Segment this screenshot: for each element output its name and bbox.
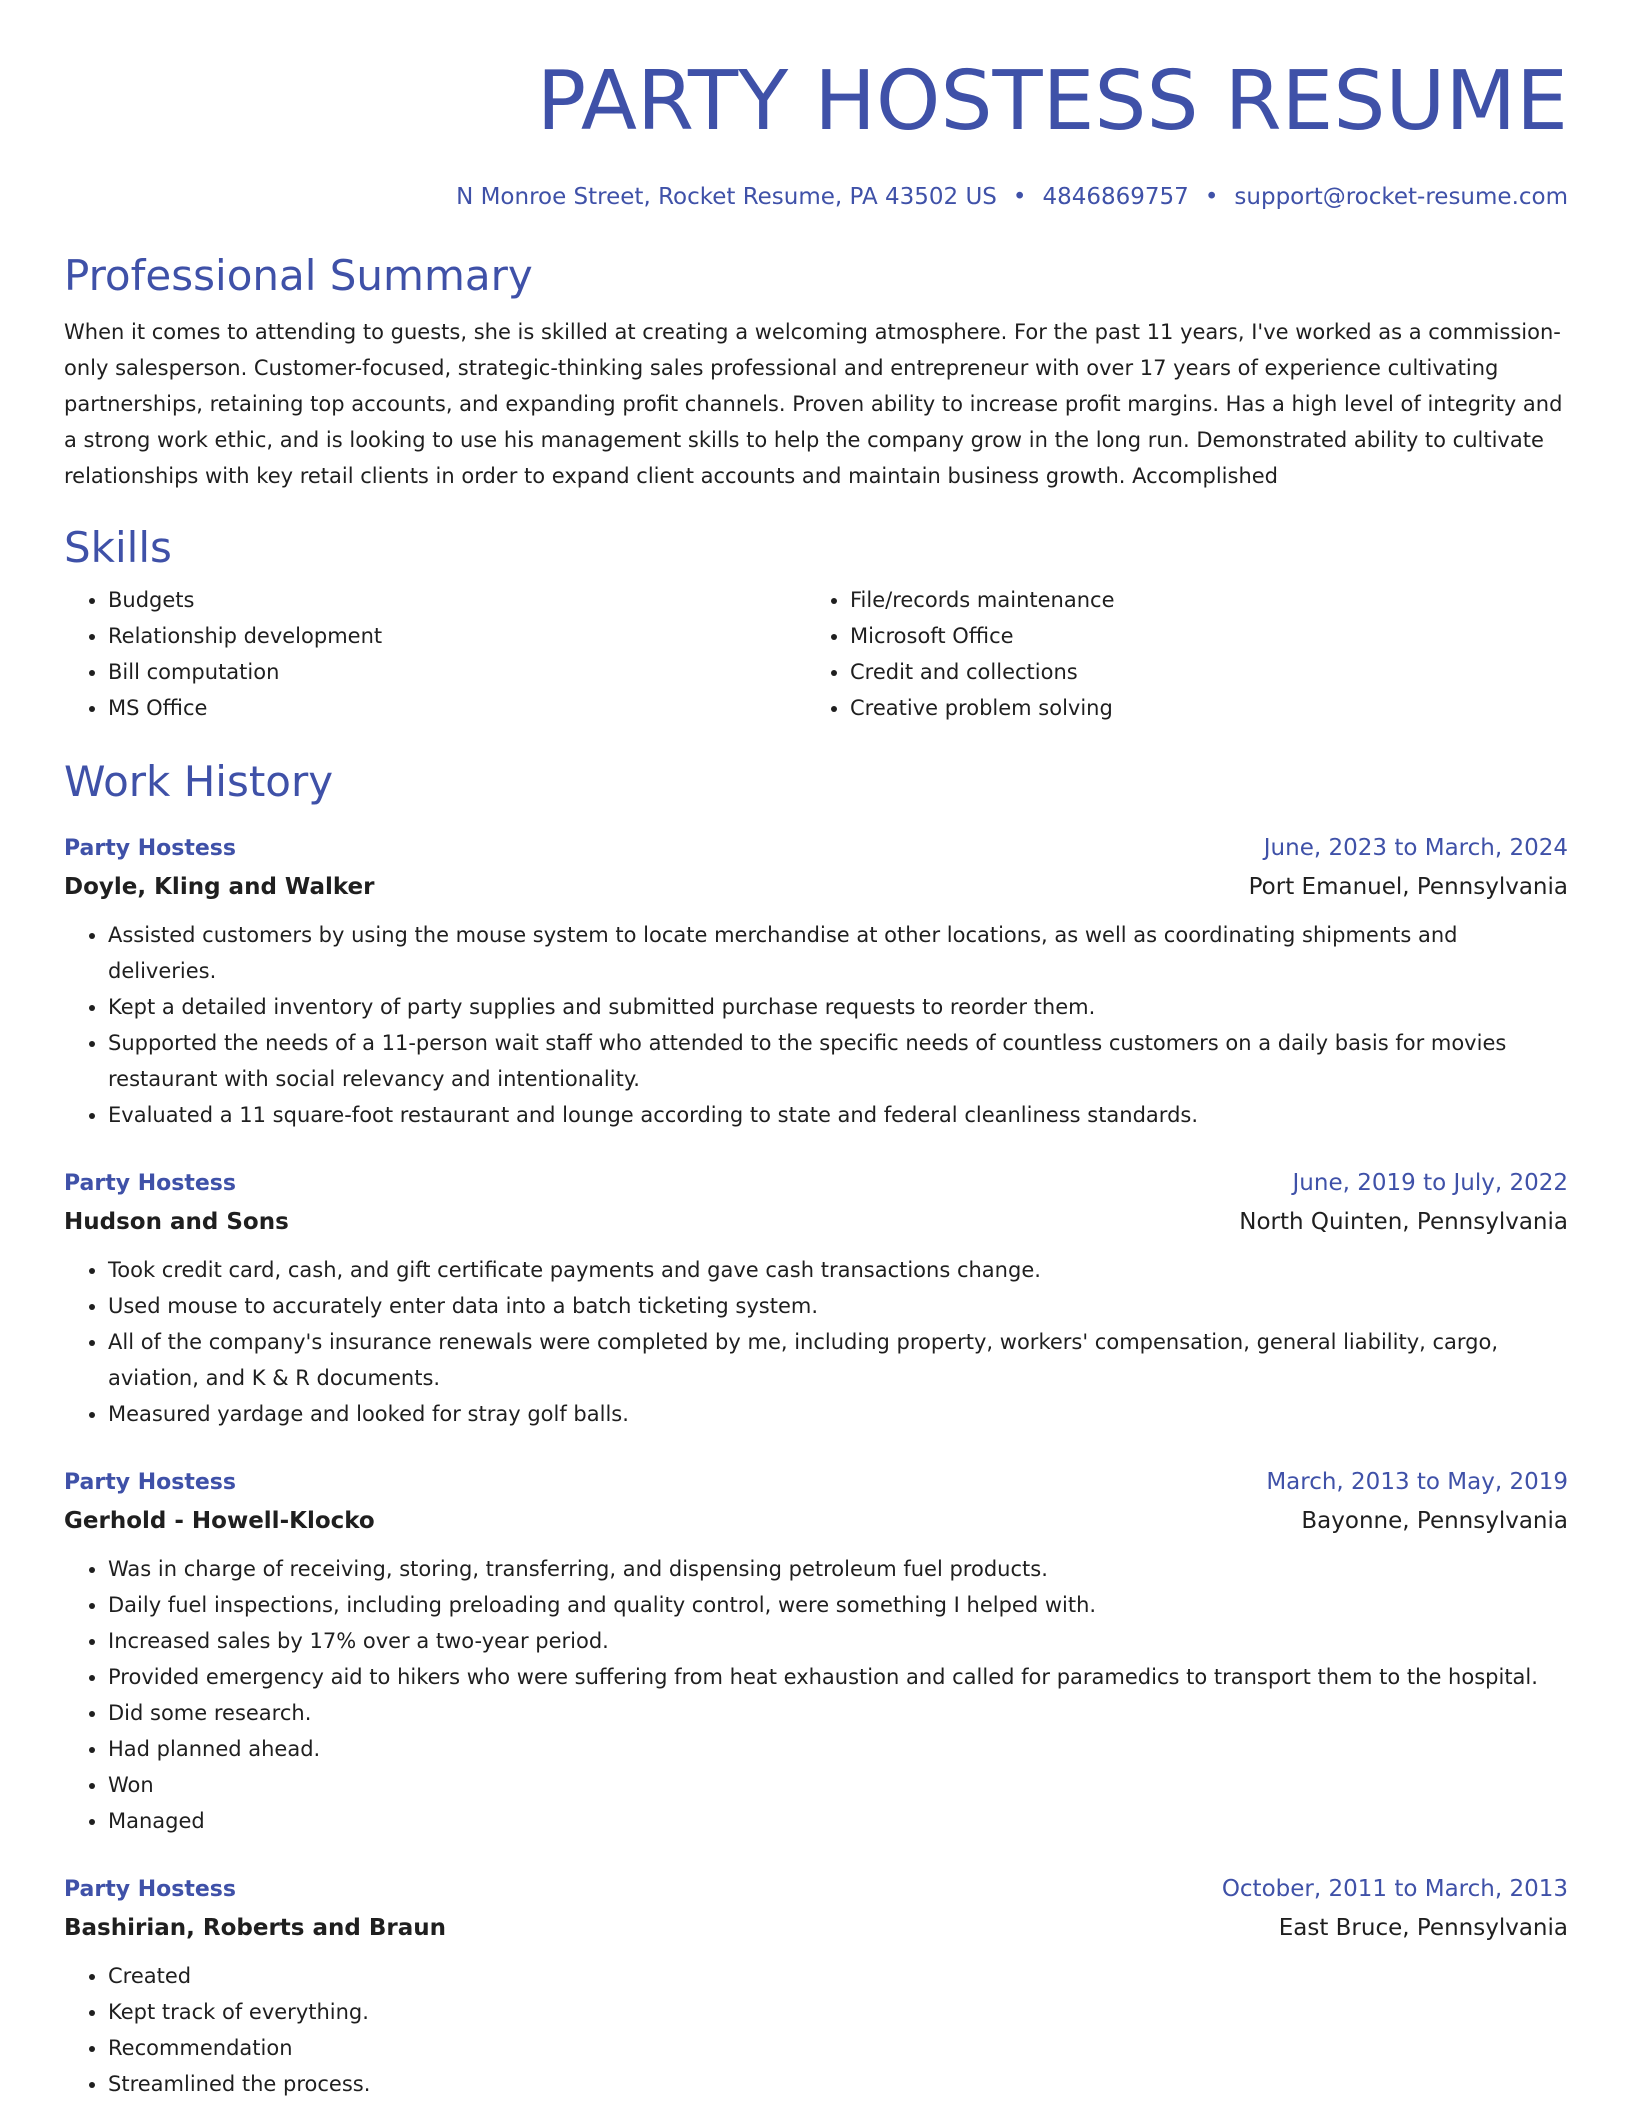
job-location: North Quinten, Pennsylvania [1239, 1209, 1568, 1235]
skill-item: • Creative problem solving [850, 690, 1548, 726]
resume-page [64, 0, 1568, 2102]
job-bullets [64, 1958, 1568, 2102]
job-bullet: • Kept a detailed inventory of party supplies and submitted purchase requests to reorder them. [108, 989, 1568, 1025]
section-title-work-history: Work History [64, 757, 334, 806]
skill-item: • MS Office [108, 690, 806, 726]
job-bullet: • Daily fuel inspections, including preloading and quality control, were something I helped with. [108, 1587, 1568, 1623]
job-bullet: • Won [108, 1767, 1568, 1803]
skills-list [64, 582, 1568, 726]
contact-email[interactable]: support@rocket-resume.com [1234, 184, 1568, 210]
job-subheader [64, 1202, 1568, 1242]
job-location: Port Emanuel, Pennsylvania [1248, 874, 1568, 900]
skill-item: • Microsoft Office [850, 618, 1548, 654]
job-title: Party Hostess [64, 1171, 236, 1196]
job-dates: March, 2013 to May, 2019 [1266, 1469, 1568, 1495]
job-title: Party Hostess [64, 836, 236, 861]
job-header [64, 1165, 1568, 1202]
contact-line [64, 180, 1568, 214]
contact-address: N Monroe Street, Rocket Resume, PA 43502 US [456, 184, 997, 210]
job-entry [64, 1464, 1568, 1839]
job-dates: June, 2023 to March, 2024 [1263, 835, 1568, 861]
job-bullet: • Used mouse to accurately enter data into a batch ticketing system. [108, 1288, 1568, 1324]
job-bullet: • Provided emergency aid to hikers who were suffering from heat exhaustion and called for paramedics to transport them to the hospital. [108, 1659, 1568, 1695]
job-bullet: • Managed [108, 1803, 1568, 1839]
job-entry [64, 1871, 1568, 2102]
job-bullet: • Increased sales by 17% over a two-year period. [108, 1623, 1568, 1659]
job-bullet: • Had planned ahead. [108, 1731, 1568, 1767]
job-subheader [64, 1908, 1568, 1948]
job-bullet: • Created [108, 1958, 1568, 1994]
job-header [64, 1871, 1568, 1908]
job-company: Bashirian, Roberts and Braun [64, 1915, 446, 1941]
job-entry [64, 830, 1568, 1133]
skills-column-left [64, 582, 806, 726]
skill-item: • File/records maintenance [850, 582, 1548, 618]
skill-item: • Relationship development [108, 618, 806, 654]
job-location: Bayonne, Pennsylvania [1301, 1508, 1568, 1534]
job-bullet: • Supported the needs of a 11-person wait staff who attended to the specific needs of countless customers on a daily basis for movies restaurant with social relevancy and intentionality. [108, 1025, 1568, 1097]
job-bullets [64, 1252, 1568, 1432]
contact-separator: • [1012, 184, 1027, 210]
job-title: Party Hostess [64, 1470, 236, 1495]
skill-item: • Bill computation [108, 654, 806, 690]
summary-text: When it comes to attending to guests, she is skilled at creating a welcoming atmosphere. For the past 11 years, I've worked as a commission-only salesperson. Customer-focused, strategic-thinking sales professional and entrepreneur with over 17 years of experience cultivating partnerships, retaining top accounts, and expanding profit channels. Proven ability to increase profit margins. Has a high level of integrity and a strong work ethic, and is looking to use his management skills to help the company grow in the long run. Demonstrated ability to cultivate relationships with key retail clients in order to expand client accounts and maintain business growth. Accomplished [64, 320, 1563, 488]
job-subheader [64, 867, 1568, 907]
skill-item: • Credit and collections [850, 654, 1548, 690]
job-dates: October, 2011 to March, 2013 [1221, 1876, 1568, 1902]
contact-separator: • [1204, 184, 1219, 210]
job-bullets [64, 917, 1568, 1133]
contact-phone: 4846869757 [1042, 184, 1189, 210]
job-bullet: • All of the company's insurance renewals were completed by me, including property, workers' compensation, general liability, cargo, aviation, and K & R documents. [108, 1324, 1568, 1396]
job-bullet: • Took credit card, cash, and gift certificate payments and gave cash transactions change. [108, 1252, 1568, 1288]
job-company: Doyle, Kling and Walker [64, 874, 375, 900]
skills-column-right [806, 582, 1548, 726]
job-bullet: • Recommendation [108, 2030, 1568, 2066]
job-bullet: • Measured yardage and looked for stray golf balls. [108, 1396, 1568, 1432]
section-title-summary: Professional Summary [64, 251, 533, 300]
job-location: East Bruce, Pennsylvania [1278, 1915, 1568, 1941]
section-title-skills: Skills [64, 523, 172, 572]
job-bullets [64, 1551, 1568, 1839]
skill-item: • Budgets [108, 582, 806, 618]
job-bullet: • Evaluated a 11 square-foot restaurant and lounge according to state and federal cleanliness standards. [108, 1097, 1568, 1133]
job-dates: June, 2019 to July, 2022 [1292, 1170, 1568, 1196]
job-title: Party Hostess [64, 1877, 236, 1902]
job-company: Hudson and Sons [64, 1209, 289, 1235]
job-bullet: • Streamlined the process. [108, 2066, 1568, 2102]
job-company: Gerhold - Howell-Klocko [64, 1508, 375, 1534]
job-bullet: • Assisted customers by using the mouse system to locate merchandise at other locations, as well as coordinating shipments and deliveries. [108, 917, 1568, 989]
job-bullet: • Was in charge of receiving, storing, transferring, and dispensing petroleum fuel products. [108, 1551, 1568, 1587]
resume-title: PARTY HOSTESS RESUME [536, 54, 1568, 149]
job-entry [64, 1165, 1568, 1432]
job-bullet: • Kept track of everything. [108, 1994, 1568, 2030]
job-header [64, 1464, 1568, 1501]
job-header [64, 830, 1568, 867]
job-subheader [64, 1501, 1568, 1541]
job-bullet: • Did some research. [108, 1695, 1568, 1731]
